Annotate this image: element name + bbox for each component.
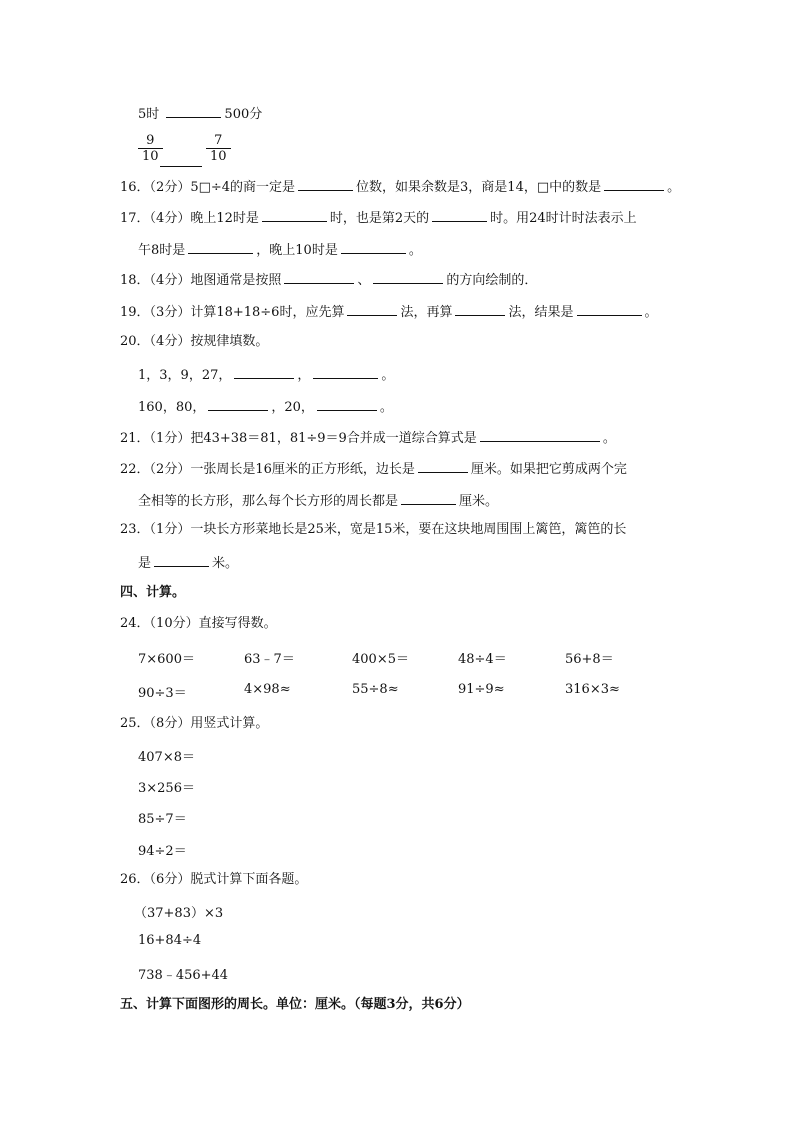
question-20-row2: 160，80， ，20， 。	[138, 397, 393, 417]
fraction-9-10: $\frac{9}{10}$	[138, 133, 163, 164]
calc-item: 400×5＝	[352, 652, 409, 667]
answer-blank[interactable]	[208, 397, 268, 411]
vertical-calc-item: 85÷7＝	[138, 812, 187, 827]
calc-item: 90÷3＝	[138, 686, 187, 701]
answer-blank[interactable]	[188, 240, 253, 254]
vertical-calc-item: 407×8＝	[138, 750, 195, 765]
question-26-title: 26．（6分）脱式计算下面各题。	[120, 872, 308, 887]
question-23-cont: 是 米。	[138, 553, 238, 573]
answer-blank[interactable]	[154, 553, 209, 567]
question-21: 21．（1分）把43+38＝81，81÷9＝9合并成一道综合算式是 。	[120, 428, 616, 448]
answer-blank[interactable]	[432, 208, 487, 222]
calc-item: 63﹣7＝	[244, 652, 295, 667]
stepwise-calc-item: 738﹣456+44	[138, 968, 229, 983]
answer-blank[interactable]	[284, 270, 354, 284]
question-17-cont: 午8时是 ，晚上10时是 。	[138, 240, 422, 260]
answer-blank[interactable]	[604, 177, 664, 191]
section-5-title: 五、计算下面图形的周长。单位：厘米。（每题3分，共6分）	[120, 997, 470, 1012]
calc-item: 7×600＝	[138, 652, 195, 667]
answer-blank[interactable]	[313, 365, 378, 379]
question-18: 18．（4分）地图通常是按照 、 的方向绘制的．	[120, 270, 537, 290]
question-17: 17．（4分）晚上12时是 时，也是第2天的 时。用24时计时法表示上	[120, 208, 637, 228]
question-23: 23．（1分）一块长方形菜地长是25米，宽是15米，要在这块地周围围上篱笆，篱笆的长	[120, 522, 627, 537]
answer-blank[interactable]	[577, 302, 642, 316]
stepwise-calc-item: （37+83）×3	[134, 906, 224, 921]
answer-blank[interactable]	[262, 208, 327, 222]
vertical-calc-item: 94÷2＝	[138, 844, 187, 859]
question-19: 19．（3分）计算18+18÷6时，应先算 法，再算 法，结果是 。	[120, 302, 658, 322]
question-24-title: 24．（10分）直接写得数。	[120, 616, 277, 631]
compare-row: 5时 500分	[138, 104, 262, 124]
answer-blank[interactable]	[160, 166, 202, 167]
question-20-title: 20．（4分）按规律填数。	[120, 334, 269, 349]
calc-item: 55÷8≈	[352, 682, 399, 697]
answer-blank[interactable]	[317, 397, 377, 411]
calc-item: 316×3≈	[565, 682, 620, 697]
answer-blank[interactable]	[455, 302, 505, 316]
answer-blank[interactable]	[341, 240, 406, 254]
answer-blank[interactable]	[298, 177, 353, 191]
fraction-7-10: $\frac{7}{10}$	[206, 133, 231, 164]
answer-blank[interactable]	[418, 459, 468, 473]
answer-blank[interactable]	[234, 365, 294, 379]
question-20-row1: 1，3，9，27， ， 。	[138, 365, 394, 385]
question-22-cont: 全相等的长方形，那么每个长方形的周长都是 厘米。	[138, 491, 498, 511]
answer-blank[interactable]	[401, 491, 456, 505]
answer-blank[interactable]	[480, 428, 600, 442]
calc-item: 91÷9≈	[458, 682, 505, 697]
answer-blank[interactable]	[373, 270, 443, 284]
question-25-title: 25．（8分）用竖式计算。	[120, 716, 269, 731]
section-4-title: 四、计算。	[120, 585, 186, 600]
question-22: 22．（2分）一张周长是16厘米的正方形纸，边长是 厘米。如果把它剪成两个完	[120, 459, 627, 479]
vertical-calc-item: 3×256＝	[138, 781, 195, 796]
answer-blank[interactable]	[347, 302, 397, 316]
calc-item: 56+8＝	[565, 652, 614, 667]
calc-item: 48÷4＝	[458, 652, 507, 667]
question-16: 16．（2分）5□÷4的商一定是 位数，如果余数是3，商是14，□中的数是 。	[120, 177, 680, 197]
stepwise-calc-item: 16+84÷4	[138, 933, 202, 948]
calc-item: 4×98≈	[244, 682, 291, 697]
answer-blank[interactable]	[166, 104, 221, 118]
